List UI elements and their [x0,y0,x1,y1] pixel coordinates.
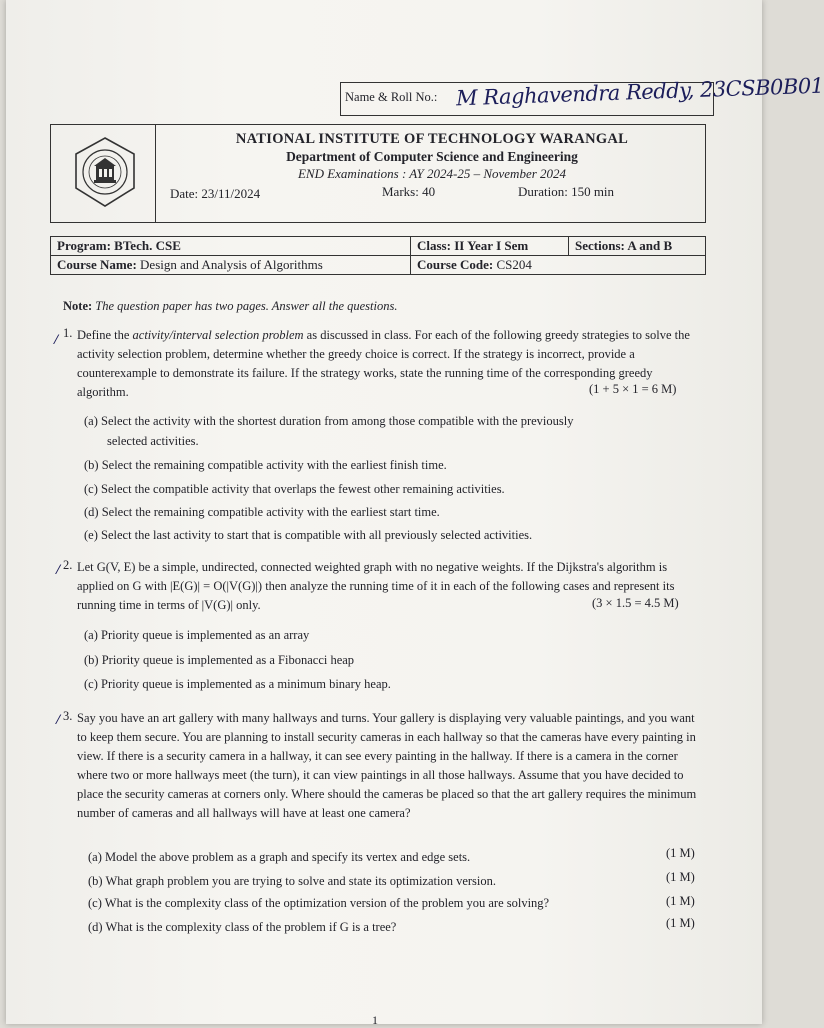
q1-text-pre: Define the [77,328,133,342]
q1-option-a-cont: selected activities. [107,434,199,448]
institute-seal-icon [72,136,138,208]
sections-cell: Sections: A and B [569,237,706,256]
q1-option-c: (c) Select the compatible activity that overlaps the fewest other remaining activities. [84,482,505,496]
q2-option-c: (c) Priority queue is implemented as a minimum binary heap. [84,677,391,691]
q3-option-d-marks: (1 M) [666,916,695,930]
name-roll-label: Name & Roll No.: [345,90,438,104]
handwritten-name-roll: M Raghavendra Reddy, 23CSB0B01 [455,73,824,111]
department-name: Department of Computer Science and Engineering [286,149,578,164]
class-cell: Class: II Year I Sem [411,237,569,256]
course-name-value: Design and Analysis of Algorithms [140,257,323,272]
note-label: Note: [63,299,93,313]
q2-option-b: (b) Priority queue is implemented as a Fibonacci heap [84,653,355,667]
course-code-cell [411,256,706,275]
q3-option-a: (a) Model the above problem as a graph and specify its vertex and edge sets. [88,850,471,864]
q1-marks: (1 + 5 × 1 = 6 M) [589,382,677,396]
note [63,299,397,314]
q2-option-a: (a) Priority queue is implemented as an array [84,628,310,642]
course-name-cell [51,256,411,275]
program-table [50,236,706,275]
q1-text-post: as discussed in class. For each of the following greedy strategies to solve the activity selection problem, determine whether the greedy choice is correct. If the strategy is incorrect, provide a counterexample to demonstrate its failure. If the strategy works, state the running time of the corresponding greedy algorithm. [77,328,690,399]
exam-duration: Duration: 150 min [518,184,615,199]
course-code-value: CS204 [496,257,532,272]
header-divider [155,124,156,223]
page-number: 1 [372,1013,378,1027]
institute-name: NATIONAL INSTITUTE OF TECHNOLOGY WARANGAL [235,131,629,147]
q1-option-a: (a) Select the activity with the shortest duration from among those compatible with the previously [84,414,574,428]
q1-text-em: activity/interval selection problem [132,328,304,342]
q3-option-b-marks: (1 M) [666,870,695,884]
q1-option-b: (b) Select the remaining compatible activity with the earliest finish time. [84,458,447,472]
q3-text: Say you have an art gallery with many hallways and turns. Your gallery is displaying very valuable paintings, and you want to keep them secure. You are planning to install security cameras in each hallway so that the cameras have every painting in view. If there is a security camera in a hallway, it can see every painting in the hallway. If there is a camera in the corner where two or more hallways meet (the turn), it can view paintings in all those hallways. Assume that you have decided to place the security cameras at corners only. Where should the cameras be placed so that the art gallery requires the minimum number of cameras and all hallways will have at least one camera? [77,711,697,820]
q1-number: 1. [63,326,73,340]
note-text: The question paper has two pages. Answer all the questions. [95,299,398,313]
q1-option-d: (d) Select the remaining compatible activity with the earliest start time. [84,505,440,519]
q3-option-c: (c) What is the complexity class of the optimization version of the problem you are solving? [88,896,550,910]
program-cell: Program: BTech. CSE [51,237,411,256]
exam-title: END Examinations : AY 2024-25 – November 2024 [297,166,567,181]
q3-option-a-marks: (1 M) [666,846,695,860]
q3-number: 3. [63,709,73,723]
q2-number: 2. [63,558,73,572]
q3-option-d: (d) What is the complexity class of the problem if G is a tree? [88,920,397,934]
exam-date: Date: 23/11/2024 [170,186,261,201]
q3-option-b: (b) What graph problem you are trying to solve and state its optimization version. [88,874,497,888]
q2-text: Let G(V, E) be a simple, undirected, connected weighted graph with no negative weights. If the Dijkstra's algorithm is applied on G with |E(G)| = O(|V(G)|) then analyze the running time of it in each of the following cases and represent its running time in terms of |V(G)| only. [77,560,675,612]
q2-marks: (3 × 1.5 = 4.5 M) [592,596,679,610]
q3-option-c-marks: (1 M) [666,894,695,908]
handwritten-tick-icon: / [54,332,59,348]
course-code-label: Course Code: [417,257,494,272]
handwritten-tick-icon: / [56,712,61,728]
q1-option-e: (e) Select the last activity to start that is compatible with all previously selected activities. [84,528,533,542]
course-name-label: Course Name: [57,257,137,272]
exam-marks: Marks: 40 [382,184,436,199]
handwritten-tick-icon: / [56,562,61,578]
